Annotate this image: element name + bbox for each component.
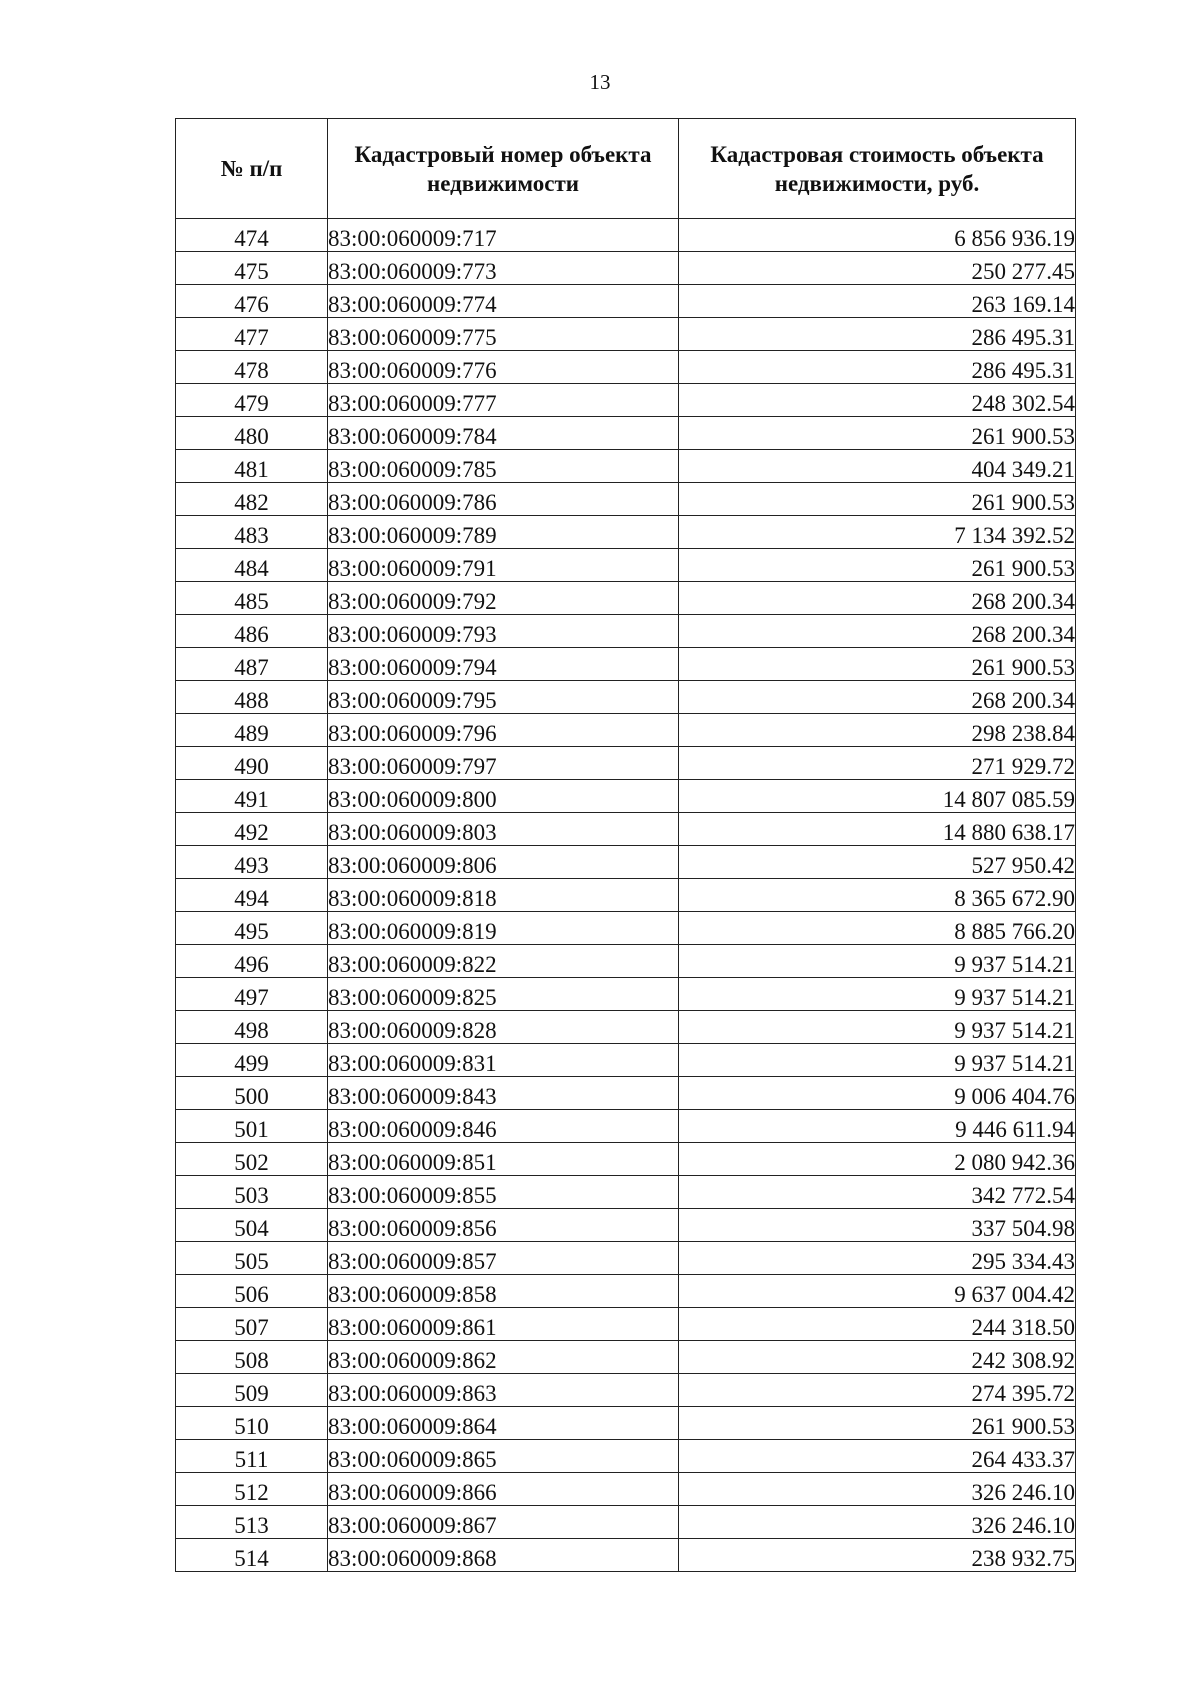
table-row [176,1044,1076,1077]
row-number: 476 [176,285,328,318]
table-row [176,747,1076,780]
cadastral-number: 83:00:060009:855 [328,1176,679,1209]
cadastral-number: 83:00:060009:846 [328,1110,679,1143]
cadastral-number: 83:00:060009:822 [328,945,679,978]
cadastral-value: 7 134 392.52 [679,516,1076,549]
row-number: 482 [176,483,328,516]
cadastral-number: 83:00:060009:796 [328,714,679,747]
cadastral-number: 83:00:060009:825 [328,978,679,1011]
row-number: 491 [176,780,328,813]
row-number: 479 [176,384,328,417]
row-number: 508 [176,1341,328,1374]
row-number: 505 [176,1242,328,1275]
cadastral-number: 83:00:060009:851 [328,1143,679,1176]
cadastral-value: 268 200.34 [679,582,1076,615]
cadastral-number: 83:00:060009:862 [328,1341,679,1374]
table-row [176,549,1076,582]
cadastral-value: 8 885 766.20 [679,912,1076,945]
table-row [176,318,1076,351]
row-number: 509 [176,1374,328,1407]
cadastral-value: 8 365 672.90 [679,879,1076,912]
cadastral-number: 83:00:060009:803 [328,813,679,846]
row-number: 474 [176,219,328,252]
table-row [176,846,1076,879]
row-number: 489 [176,714,328,747]
cadastral-number: 83:00:060009:861 [328,1308,679,1341]
cadastral-value: 326 246.10 [679,1473,1076,1506]
table-row [176,813,1076,846]
cadastral-number: 83:00:060009:797 [328,747,679,780]
row-number: 512 [176,1473,328,1506]
table-row [176,582,1076,615]
cadastral-value: 268 200.34 [679,681,1076,714]
cadastral-value: 326 246.10 [679,1506,1076,1539]
row-number: 497 [176,978,328,1011]
table-row [176,615,1076,648]
table-row [176,945,1076,978]
cadastral-value: 248 302.54 [679,384,1076,417]
row-number: 486 [176,615,328,648]
cadastral-number: 83:00:060009:791 [328,549,679,582]
table-row [176,1011,1076,1044]
row-number: 494 [176,879,328,912]
cadastral-number: 83:00:060009:857 [328,1242,679,1275]
cadastral-value: 404 349.21 [679,450,1076,483]
row-number: 490 [176,747,328,780]
table-row [176,780,1076,813]
cadastral-number: 83:00:060009:775 [328,318,679,351]
table-row [176,978,1076,1011]
row-number: 503 [176,1176,328,1209]
row-number: 498 [176,1011,328,1044]
header-cadastral-value: Кадастровая стоимость объекта недвижимости, руб. [679,119,1076,219]
cadastral-value: 14 880 638.17 [679,813,1076,846]
cadastral-number: 83:00:060009:864 [328,1407,679,1440]
table-row [176,1176,1076,1209]
table-row [176,483,1076,516]
cadastral-value: 9 637 004.42 [679,1275,1076,1308]
header-row [176,119,1076,219]
row-number: 480 [176,417,328,450]
cadastral-number: 83:00:060009:865 [328,1440,679,1473]
row-number: 513 [176,1506,328,1539]
cadastral-value: 263 169.14 [679,285,1076,318]
cadastral-value: 9 937 514.21 [679,978,1076,1011]
cadastral-number: 83:00:060009:784 [328,417,679,450]
table-header [176,119,1076,219]
cadastral-number: 83:00:060009:858 [328,1275,679,1308]
cadastral-number: 83:00:060009:868 [328,1539,679,1572]
cadastral-number: 83:00:060009:776 [328,351,679,384]
cadastral-number: 83:00:060009:818 [328,879,679,912]
cadastral-number: 83:00:060009:819 [328,912,679,945]
cadastral-number: 83:00:060009:793 [328,615,679,648]
header-cadastral-number: Кадастровый номер объекта недвижимости [328,119,679,219]
row-number: 493 [176,846,328,879]
cadastral-value: 261 900.53 [679,648,1076,681]
cadastral-value: 261 900.53 [679,483,1076,516]
table-row [176,351,1076,384]
table-row [176,1110,1076,1143]
row-number: 507 [176,1308,328,1341]
row-number: 485 [176,582,328,615]
cadastral-value: 242 308.92 [679,1341,1076,1374]
cadastral-number: 83:00:060009:866 [328,1473,679,1506]
row-number: 483 [176,516,328,549]
row-number: 477 [176,318,328,351]
cadastral-value: 286 495.31 [679,318,1076,351]
cadastral-value: 527 950.42 [679,846,1076,879]
table-row [176,384,1076,417]
table-row [176,1143,1076,1176]
row-number: 495 [176,912,328,945]
cadastral-value: 264 433.37 [679,1440,1076,1473]
table-row [176,516,1076,549]
row-number: 484 [176,549,328,582]
cadastral-number: 83:00:060009:856 [328,1209,679,1242]
row-number: 478 [176,351,328,384]
cadastral-number: 83:00:060009:773 [328,252,679,285]
table-row [176,417,1076,450]
cadastral-number: 83:00:060009:800 [328,780,679,813]
table-row [176,219,1076,252]
row-number: 502 [176,1143,328,1176]
table-body [176,219,1076,1572]
table-row [176,879,1076,912]
cadastral-number: 83:00:060009:777 [328,384,679,417]
cadastral-number: 83:00:060009:785 [328,450,679,483]
cadastral-value: 261 900.53 [679,549,1076,582]
cadastral-value: 268 200.34 [679,615,1076,648]
table-row [176,252,1076,285]
cadastral-value: 9 006 404.76 [679,1077,1076,1110]
cadastral-value: 9 937 514.21 [679,1011,1076,1044]
table-row [176,1308,1076,1341]
row-number: 510 [176,1407,328,1440]
cadastral-number: 83:00:060009:792 [328,582,679,615]
cadastral-value: 295 334.43 [679,1242,1076,1275]
table-row [176,714,1076,747]
cadastral-value: 9 937 514.21 [679,1044,1076,1077]
page-number: 13 [589,70,611,94]
table-row [176,1242,1076,1275]
row-number: 506 [176,1275,328,1308]
cadastral-number: 83:00:060009:774 [328,285,679,318]
cadastral-number: 83:00:060009:717 [328,219,679,252]
row-number: 504 [176,1209,328,1242]
cadastral-value: 238 932.75 [679,1539,1076,1572]
row-number: 511 [176,1440,328,1473]
table-row [176,450,1076,483]
cadastral-number: 83:00:060009:795 [328,681,679,714]
cadastral-value: 342 772.54 [679,1176,1076,1209]
row-number: 499 [176,1044,328,1077]
cadastral-number: 83:00:060009:786 [328,483,679,516]
cadastral-number: 83:00:060009:867 [328,1506,679,1539]
row-number: 492 [176,813,328,846]
cadastral-number: 83:00:060009:831 [328,1044,679,1077]
table-row [176,1077,1076,1110]
table-row [176,1407,1076,1440]
cadastral-number: 83:00:060009:843 [328,1077,679,1110]
cadastral-number: 83:00:060009:828 [328,1011,679,1044]
cadastral-value: 274 395.72 [679,1374,1076,1407]
row-number: 487 [176,648,328,681]
cadastral-number: 83:00:060009:789 [328,516,679,549]
table-row [176,1209,1076,1242]
row-number: 475 [176,252,328,285]
table-row [176,1275,1076,1308]
row-number: 514 [176,1539,328,1572]
cadastral-value: 286 495.31 [679,351,1076,384]
row-number: 496 [176,945,328,978]
cadastral-number: 83:00:060009:806 [328,846,679,879]
cadastral-value: 298 238.84 [679,714,1076,747]
cadastral-value-table [175,118,1076,1572]
table-row [176,681,1076,714]
row-number: 501 [176,1110,328,1143]
cadastral-value: 271 929.72 [679,747,1076,780]
table-row [176,1440,1076,1473]
cadastral-value: 9 446 611.94 [679,1110,1076,1143]
table-row [176,1473,1076,1506]
cadastral-number: 83:00:060009:794 [328,648,679,681]
cadastral-value: 244 318.50 [679,1308,1076,1341]
table-row [176,1506,1076,1539]
cadastral-value: 2 080 942.36 [679,1143,1076,1176]
row-number: 500 [176,1077,328,1110]
cadastral-value: 261 900.53 [679,1407,1076,1440]
table-row [176,912,1076,945]
header-row-number: № п/п [176,119,328,219]
table-row [176,1539,1076,1572]
cadastral-value: 14 807 085.59 [679,780,1076,813]
table-row [176,1341,1076,1374]
cadastral-number: 83:00:060009:863 [328,1374,679,1407]
table-row [176,285,1076,318]
cadastral-value: 261 900.53 [679,417,1076,450]
cadastral-value: 6 856 936.19 [679,219,1076,252]
cadastral-value: 9 937 514.21 [679,945,1076,978]
row-number: 488 [176,681,328,714]
cadastral-value: 250 277.45 [679,252,1076,285]
cadastral-value: 337 504.98 [679,1209,1076,1242]
row-number: 481 [176,450,328,483]
table-row [176,648,1076,681]
table-row [176,1374,1076,1407]
